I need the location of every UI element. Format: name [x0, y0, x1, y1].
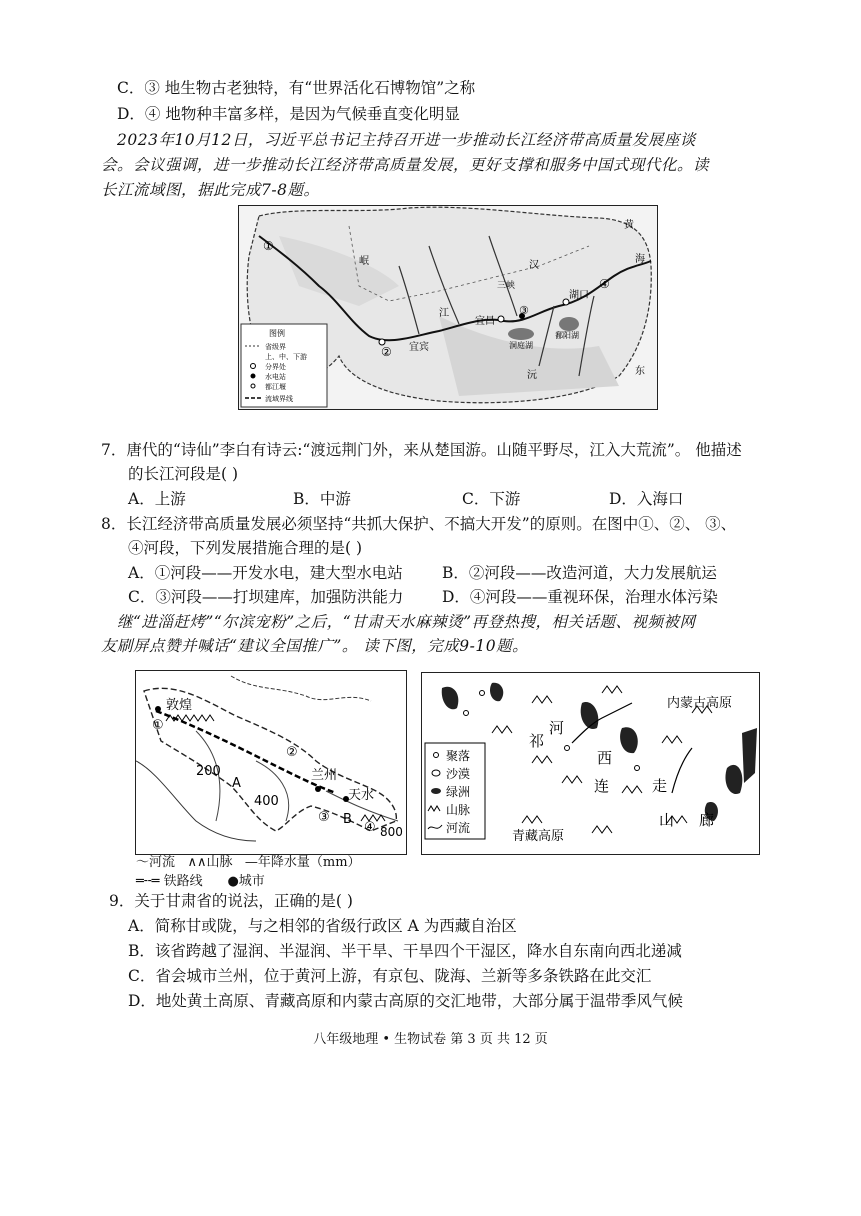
map1-label-3: ③ [519, 304, 529, 317]
map3-char-shan: 山 [659, 811, 675, 829]
map2-label-tianshui: 天水 [348, 788, 375, 803]
map3-legend-oasis: 绿洲 [446, 785, 471, 799]
map2-legend-row1: ～河流 ∧∧山脉 —年降水量（mm） [136, 855, 361, 870]
map1-label-sanxia: 三峡 [497, 281, 516, 291]
q9-stem: 9．关于甘肃省的说法，正确的是( ) [109, 892, 353, 910]
map1-legend-province: 省级界 [265, 343, 286, 351]
q7-stem-line1: 7．唐代的“诗仙”李白有诗云:“渡远荆门外，来从楚国游。山随平野尽，江入大荒流”。 他描述 [101, 441, 742, 459]
q8-stem-line1: 8．长江经济带高质量发展必须坚持“共抓大保护、不搞大开发”的原则。在图中①、②、 ③、 [101, 515, 737, 533]
map3-legend-mountain: 山脉 [446, 803, 471, 817]
map1-label-yibin: 宜宾 [409, 342, 429, 353]
q6-option-d: D．④ 地物种丰富多样，是因为气候垂直变化明显 [117, 105, 460, 123]
map1-legend-basin: 流域界线 [265, 395, 293, 403]
map3-char-qi: 祁 [529, 732, 545, 750]
intro-910-line1: 继“进淄赶烤”“尔滨宠粉”之后，“甘肃天水麻辣烫”再登热搜，相关话题、视频被网 [117, 613, 696, 631]
map1-legend-hydro: 水电站 [265, 373, 286, 381]
map3-legend-desert: 沙漠 [446, 767, 471, 781]
intro-910-line2: 友刷屏点赞并喊话“建议全国推广”。 读下图，完成9-10题。 [101, 637, 529, 655]
map1-label-2: ② [381, 345, 392, 359]
map3-legend-river: 河流 [446, 821, 471, 835]
intro-78-line3: 长江流域图，据此完成7-8题。 [101, 181, 320, 199]
map1-label-hai: 海 [635, 254, 645, 265]
q9-option-c[interactable]: C．省会城市兰州，位于黄河上游，有京包、陇海、兰新等多条铁路在此交汇 [128, 967, 652, 985]
map1-label-dongting: 洞庭湖 [509, 341, 533, 350]
q7-option-c[interactable]: C．下游 [462, 490, 521, 508]
q8-option-b[interactable]: B．②河段——改造河道，大力发展航运 [442, 564, 717, 582]
map2-label-lanzhou: 兰州 [311, 768, 338, 783]
river-icon: ～ [136, 855, 150, 870]
q6-option-c: C．③ 地生物古老独特，有“世界活化石博物馆”之称 [117, 79, 476, 97]
map1-legend-dujiangyan: 都江堰 [265, 383, 286, 391]
gansu-map [135, 670, 407, 855]
q8-option-c[interactable]: C．③河段——打坝建库，加强防洪能力 [128, 588, 404, 606]
map1-label-jiang: 江 [439, 308, 449, 319]
map1-label-huang: 黄 [624, 220, 634, 231]
map1-label-4: ④ [599, 277, 610, 291]
map1-label-yichang: 宜昌 [475, 316, 495, 327]
map1-label-dong: 东 [635, 366, 645, 377]
map3-legend-settlement: 聚落 [446, 749, 471, 763]
q7-stem-line2: 的长江河段是( ) [128, 465, 239, 483]
map1-legend-title: 图例 [269, 329, 285, 338]
map2-label-4: ④ [364, 820, 376, 835]
yangtze-basin-map [238, 205, 658, 410]
map1-label-poyang: 鄱阳湖 [555, 331, 579, 340]
map2-label-dunhuang: 敦煌 [166, 698, 193, 713]
map3-char-zou: 走 [652, 777, 668, 795]
map1-legend-division: 分界处 [265, 363, 286, 371]
map1-label-hukou: 湖口 [569, 290, 589, 301]
map3-char-lang: 廊 [699, 811, 715, 829]
intro-78-line2: 会。会议强调，进一步推动长江经济带高质量发展，更好支撑和服务中国式现代化。读 [101, 156, 710, 174]
map2-label-200: 200 [196, 764, 221, 779]
q7-option-a[interactable]: A．上游 [128, 490, 186, 508]
map3-char-lian: 连 [594, 777, 610, 795]
map2-legend-row2: ═╌═ 铁路线 ●城市 [136, 874, 265, 889]
page-footer: 八年级地理 • 生物试卷 第 3 页 共 12 页 [313, 1032, 548, 1047]
map1-label-yuan: 沅 [527, 370, 537, 381]
railway-icon: ═╌═ [136, 874, 160, 889]
q9-option-a[interactable]: A．简称甘或陇，与之相邻的省级行政区 A 为西藏自治区 [128, 917, 517, 935]
map3-plateau: 青藏高原 [512, 829, 565, 844]
map2-label-1: ① [152, 718, 164, 733]
q8-option-a[interactable]: A．①河段——开发水电，建大型水电站 [128, 564, 403, 582]
map2-label-400: 400 [254, 794, 279, 809]
map2-label-a: A [232, 776, 241, 791]
q7-option-d[interactable]: D．入海口 [609, 490, 684, 508]
map3-title: 内蒙古高原 [667, 696, 733, 711]
map1-label-min: 岷 [359, 256, 369, 267]
map3-char-xi: 西 [597, 749, 613, 767]
q7-option-b[interactable]: B．中游 [293, 490, 351, 508]
intro-78-line1: 2023年10月12日，习近平总书记主持召开进一步推动长江经济带高质量发展座谈 [117, 131, 696, 149]
q9-option-d[interactable]: D．地处黄土高原、青藏高原和内蒙古高原的交汇地带，大部分属于温带季风气候 [128, 992, 683, 1010]
map3-char-he: 河 [549, 719, 565, 737]
map1-legend-reach: 上、中、下游 [265, 353, 307, 361]
map2-label-3: ③ [318, 810, 330, 825]
map2-label-800: 800 [380, 825, 403, 839]
city-icon: ● [227, 874, 239, 889]
map1-label-han: 汉 [529, 260, 539, 271]
map2-label-b: B [343, 812, 352, 827]
isohyet-icon: — [244, 855, 258, 870]
hexi-corridor-map [421, 672, 760, 855]
q8-stem-line2: ④河段，下列发展措施合理的是( ) [128, 539, 363, 557]
q8-option-d[interactable]: D．④河段——重视环保，治理水体污染 [442, 588, 718, 606]
q9-option-b[interactable]: B．该省跨越了湿润、半湿润、半干旱、干旱四个干湿区，降水自东南向西北递减 [128, 942, 682, 960]
mountain-icon: ∧∧ [187, 855, 207, 870]
map1-label-1: ① [263, 239, 274, 253]
map2-label-2: ② [286, 745, 298, 760]
